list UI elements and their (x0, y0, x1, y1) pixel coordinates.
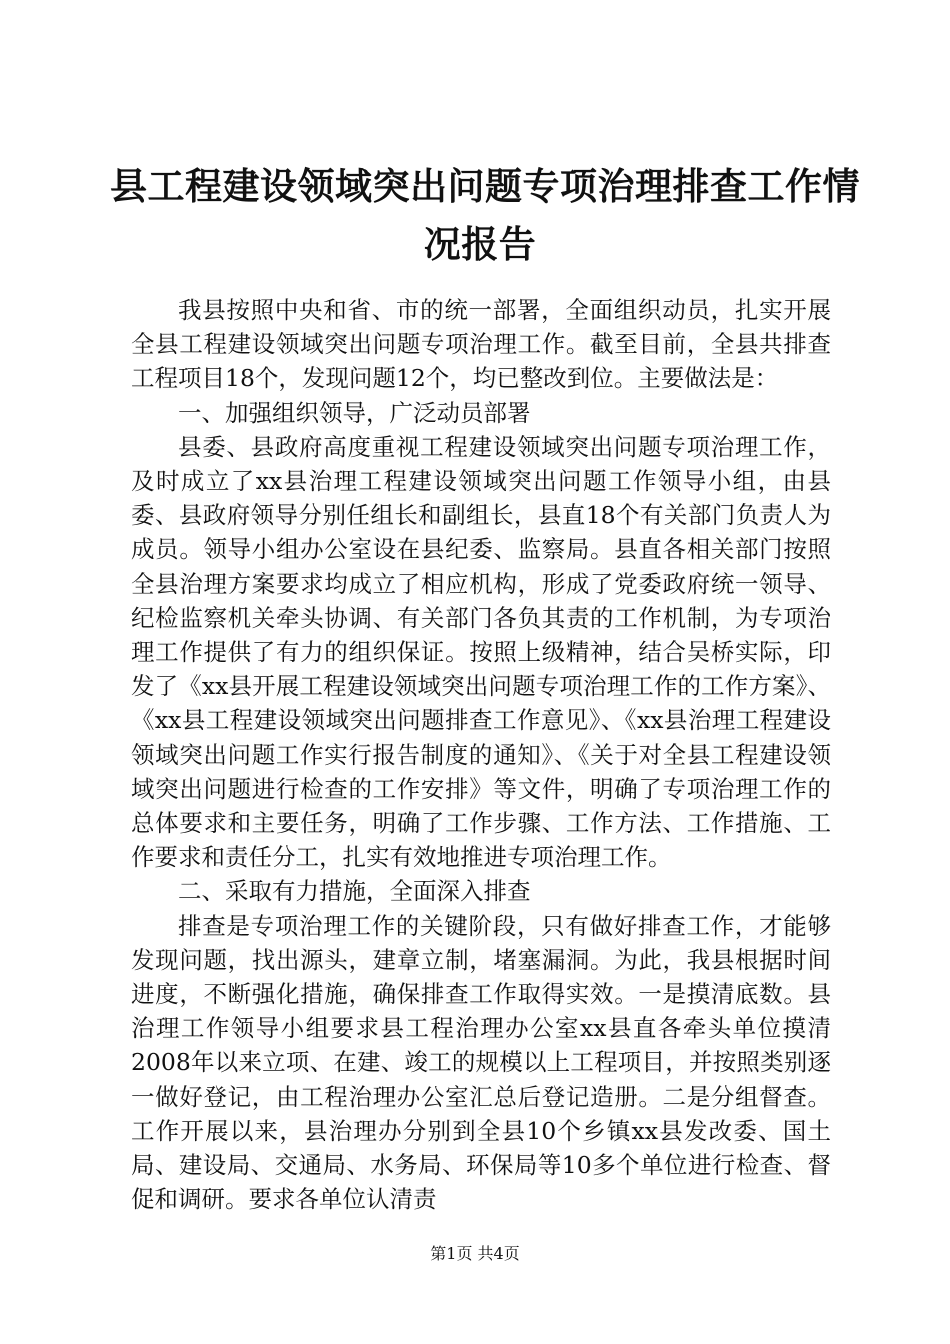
document-title (110, 158, 860, 274)
section-heading-1: 一、加强组织领导，广泛动员部署 (178, 398, 531, 427)
title-line-2: 况报告 (423, 223, 537, 266)
section-2-paragraph: 排查是专项治理工作的关键阶段，只有做好排查工作，才能够发现问题，找出源头，建章立制，堵塞漏洞。为此，我县根据时间进度，不断强化措施，确保排查工作取得实效。一是摸清底数。县治理工作领导小组要求县工程治理办公室xx县直各牵头单位摸清2008年以来立项、在建、竣工的规模以上工程项目，并按照类别逐一做好登记，由工程治理办公室汇总后登记造册。二是分组督查。工作开展以来，县治理办分别到全县10个乡镇xx县发改委、国土局、建设局、交通局、水务局、环保局等10多个单位进行检查、督促和调研。要求各单位认清责 (131, 911, 831, 1214)
intro-paragraph: 我县按照中央和省、市的统一部署，全面组织动员，扎实开展全县工程建设领域突出问题专项治理工作。截至目前，全县共排查工程项目18个，发现问题12个，均已整改到位。主要做法是： (131, 296, 831, 393)
page-footer: 第1页 共4页 (430, 1244, 520, 1263)
section-heading-2: 二、采取有力措施，全面深入排查 (178, 877, 531, 906)
document-body (131, 293, 831, 1216)
title-line-1: 县工程建设领域突出问题专项治理排查工作情 (110, 165, 860, 208)
section-1-paragraph: 县委、县政府高度重视工程建设领域突出问题专项治理工作，及时成立了xx县治理工程建设领域突出问题工作领导小组，由县委、县政府领导分别任组长和副组长，县直18个有关部门负责人为成员。领导小组办公室设在县纪委、监察局。县直各相关部门按照全县治理方案要求均成立了相应机构，形成了党委政府统一领导、纪检监察机关牵头协调、有关部门各负其责的工作机制，为专项治理工作提供了有力的组织保证。按照上级精神，结合吴桥实际，印发了《xx县开展工程建设领域突出问题专项治理工作的工作方案》、《xx县工程建设领域突出问题排查工作意见》、《xx县治理工程建设领域突出问题工作实行报告制度的通知》、《关于对全县工程建设领域突出问题进行检查的工作安排》等文件，明确了专项治理工作的总体要求和主要任务，明确了工作步骤、工作方法、工作措施、工作要求和责任分工，扎实有效地推进专项治理工作。 (131, 432, 831, 872)
